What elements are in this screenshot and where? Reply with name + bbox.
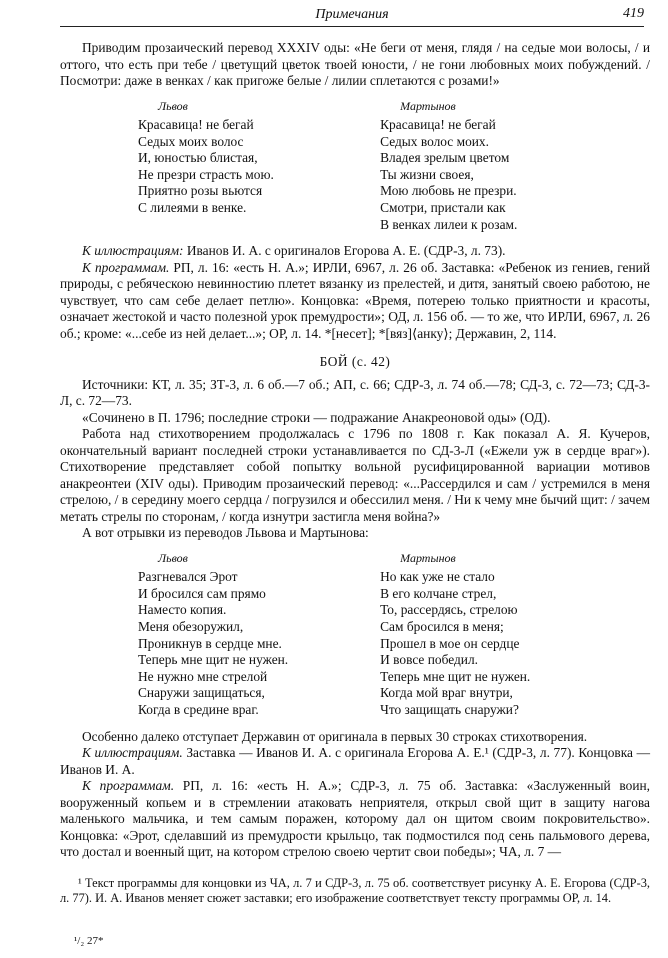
poem-line: Седых моих волос [138, 133, 244, 149]
poem-line: Красавица! не бегай [380, 117, 496, 132]
poem-column-martynov [362, 98, 650, 234]
footnote [60, 876, 650, 906]
programs-text: РП, л. 16: «есть Н. А.»; ИРЛИ, 6967, л. 26 об. Заставка: «Ребенок из гениев, гений природы, с ребяческою невинностию плетет вязанку из прелестей, и дитя, занятый своею работою, не чувствует, что сам себе делает петлю». Концовка: «Время, потерею только приятности и красоты, означает жестокой и часто полезной урок премудрости»; ОД, л. 156 об. — то же, что ИРЛИ, 6967, л. 26 об.; кроме: «...себе из ней делает...»; ОР, л. 14. *[несет]; *[вяз]⟨анку⟩; Державин, 2, 114. [60, 259, 650, 341]
main-text [60, 40, 650, 861]
section-title: БОЙ (с. 42) [319, 354, 391, 370]
poem-line: Что защищать снаружи? [380, 701, 519, 717]
poem-line: В его колчане стрел, [380, 585, 497, 601]
column-heading: Мартынов [400, 550, 456, 565]
intro-paragraph: Приводим прозаический перевод XXXIV оды: «Не беги от меня, глядя / на седые мои волосы, / и оттого, что есть при тебе / цветущий цветок твоей юности, / не гони любовных моих побуждений. / Посмотри: даже в венках / как пригоже белые / лилии сплетаются с розами!» [60, 40, 650, 88]
poem-line: И вовсе победил. [380, 652, 478, 668]
illustrations-note [60, 243, 650, 260]
poem-line: И, юностью блистая, [138, 150, 258, 166]
illustrations-label: К иллюстрациям. [82, 745, 183, 760]
programs-note [60, 260, 650, 343]
poem-line: В венках лилеи к розам. [380, 216, 518, 232]
poem-line: Когда в средине враг. [138, 701, 259, 717]
poem-line: Прошел в мое он сердце [380, 635, 520, 651]
poem-line: С лилеями в венке. [138, 199, 247, 215]
work-paragraph: Работа над стихотворением продолжалась с 1796 по 1808 г. Как показал А. Я. Кучеров, окончательный вариант последней строки устанавливается по СД-3-Л («Ежели уж в сердце враг»). Стихотворение представляет собой попытку вольной русифицированной вариации мотивов анакреонтеи (XIV оды). Приводим прозаический перевод: «...Рассердился и сам / устремился в меня стрелою, / в середину моего сердца / погрузился и обессилил меня. / Ни к чему мне бычий щит: / зачем метать стрелы по сторонам, / когда изнутри застигла меня война?» [60, 426, 650, 524]
poem-line: То, рассердясь, стрелою [380, 602, 518, 618]
footnote-text: ¹ Текст программы для концовки из ЧА, л. 7 и СДР-3, л. 75 об. соответствует рисунку А. Е. Егорова (СДР-3, л. 77). И. А. Иванов меняет сюжет заставки; его изображение соответствует тексту программы ОР, л. 14. [60, 876, 650, 905]
poem-line: Но как уже не стало [380, 569, 495, 585]
poem-line: Приятно розы вьются [138, 183, 263, 199]
page-header [60, 4, 644, 27]
poem-line: Мою любовь не презри. [380, 183, 517, 199]
poem-line: Меня обезоружил, [138, 618, 244, 634]
poem-line: Теперь мне щит не нужен. [138, 652, 289, 668]
sources-paragraph: Источники: КТ, л. 35; ЗТ-3, л. 6 об.—7 об.; АП, с. 66; СДР-3, л. 74 об.—78; СД-3, с. 72—73; СД-3-Л, с. 72—73. [60, 376, 650, 409]
programs-label: К программам. [82, 778, 175, 793]
poem-line: Владея зрелым цветом [380, 150, 510, 166]
running-title: Примечания [315, 7, 389, 22]
programs-label: К программам. [82, 259, 170, 275]
poem-line: И бросился сам прямо [138, 585, 266, 601]
column-heading: Мартынов [400, 98, 456, 113]
derzhavin-paragraph: Особенно далеко отступает Державин от оригинала в первых 30 строках стихотворения. [82, 728, 588, 744]
poem-comparison-1 [60, 98, 650, 234]
illustrations-label: К иллюстрациям: [82, 243, 184, 259]
poem-line: Красавица! не бегай [138, 117, 254, 132]
illustrations-text: Заставка — Иванов И. А. с оригинала Егорова А. Е.¹ (СДР-3, л. 77). Концовка — Иванов И. А. [60, 745, 651, 777]
poem-line: Не нужно мне стрелой [138, 668, 268, 684]
poem-column-lvov [60, 550, 362, 719]
page-number: 419 [623, 6, 644, 21]
poem-line: Ты жизни своея, [380, 166, 474, 182]
column-heading: Львов [158, 98, 188, 113]
poem-column-martynov [362, 550, 650, 719]
illustrations-note [60, 745, 650, 778]
poem-line: Не презри страсть мою. [138, 166, 274, 182]
programs-text: РП, л. 16: «есть Н. А.»; СДР-3, л. 75 об. Заставка: «Заслуженный воин, вооруженный копьем и в стремлении атаковать неприятеля, открыл свой щит в защиту нагова маленького мальчика, и тем самым поражен, которому дал он щитом своим покровительство». Концовка: «Эрот, сделавший из премудрости крыльцо, так подмостился под сень пальмового дерева, что достал и военный щит, на котором стрелою своею чертит свои победы»; ЧА, л. 7 — [60, 778, 651, 859]
poem-column-lvov [60, 98, 362, 234]
poem-line: Снаружи защищаться, [138, 685, 265, 701]
poem-line: Проникнув в сердце мне. [138, 635, 282, 651]
poem-line: Смотри, пристали как [380, 199, 506, 215]
illustrations-text: Иванов И. А. с оригиналов Егорова А. Е. (СДР-3, л. 73). [183, 243, 506, 259]
quote-paragraph: «Сочинено в П. 1796; последние строки — подражание Анакреоновой оды» (ОД). [82, 409, 551, 425]
poem-line: Когда мой враг внутри, [380, 685, 513, 701]
poem-line: Седых волос моих. [380, 133, 489, 149]
poem-line: Наместо копия. [138, 602, 227, 618]
poem-line: Сам бросился в меня; [380, 618, 504, 634]
column-heading: Львов [158, 550, 188, 565]
poem-line: Разгневался Эрот [138, 569, 238, 585]
poem-line: Теперь мне щит не нужен. [380, 668, 531, 684]
signature-mark: ¹/₂ 27* [74, 935, 104, 947]
poem-comparison-2 [60, 550, 650, 719]
excerpts-intro: А вот отрывки из переводов Львова и Мартынова: [82, 525, 369, 541]
programs-note [60, 778, 650, 861]
